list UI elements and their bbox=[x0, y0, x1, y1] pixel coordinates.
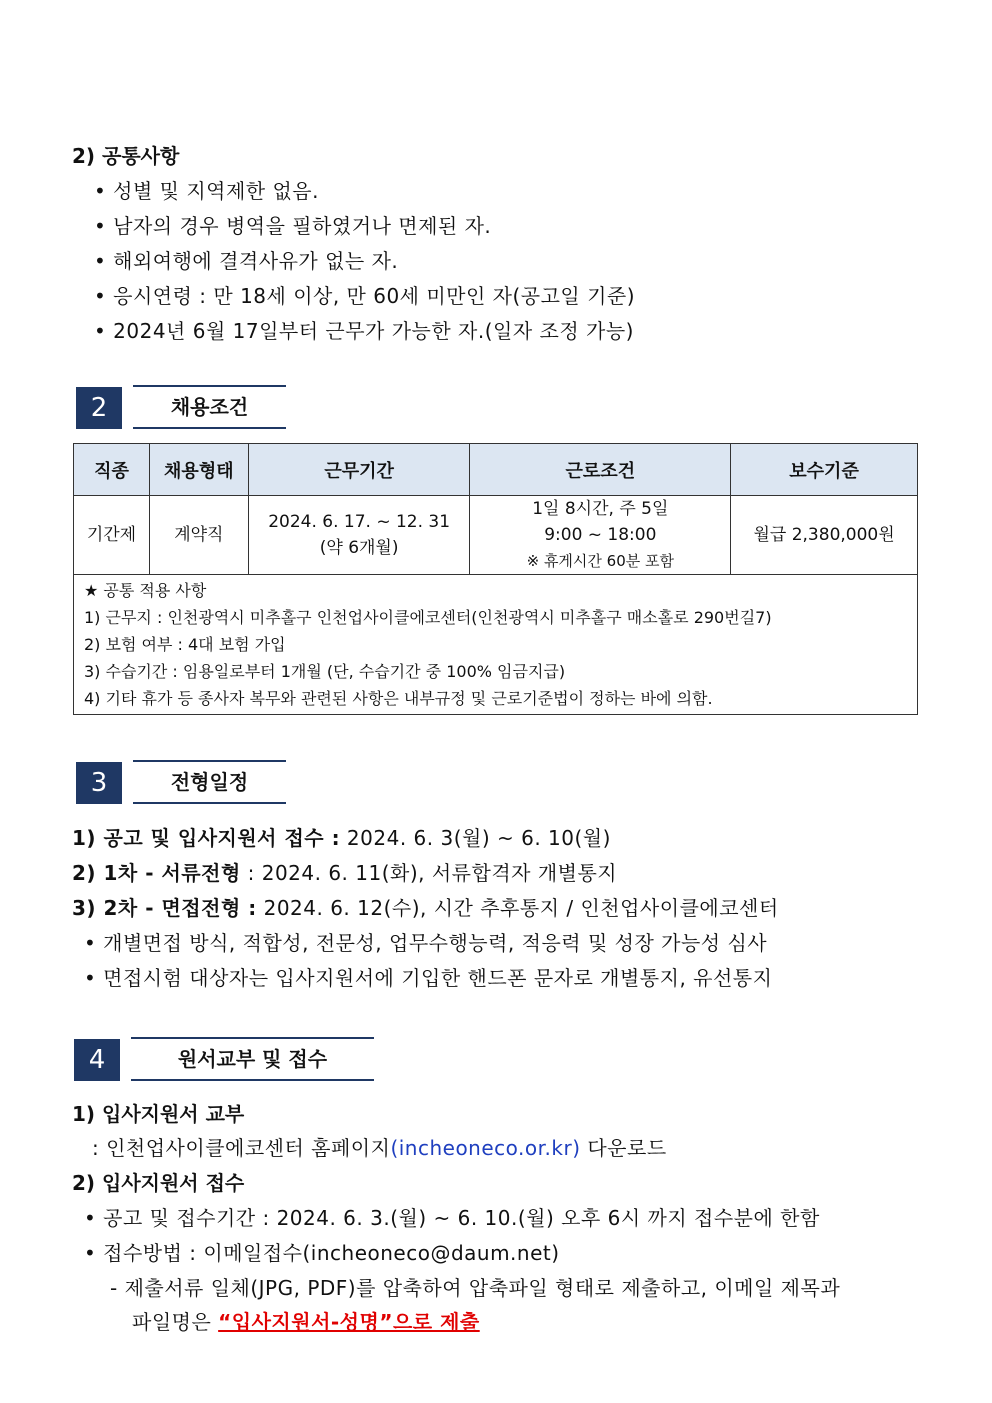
homepage-link[interactable]: (incheoneco.or.kr) bbox=[390, 1136, 581, 1160]
section-title: 원서교부 및 접수 bbox=[131, 1037, 374, 1081]
sub-heading: 2) 입사지원서 접수 bbox=[72, 1171, 245, 1195]
header-pay: 보수기준 bbox=[731, 444, 918, 496]
common-heading: 2) 공통사항 bbox=[72, 144, 180, 168]
list-item: • 개별면접 방식, 적합성, 전문성, 업무수행능력, 적응력 및 성장 가능성 심사 bbox=[84, 931, 768, 955]
header-job: 직종 bbox=[74, 444, 150, 496]
schedule-step: 2) 1차 - 서류전형 : 2024. 6. 11(화), 서류합격자 개별통지 bbox=[72, 861, 618, 885]
cell-conditions: 1일 8시간, 주 5일 9:00 ~ 18:00 ※ 휴게시간 60분 포함 bbox=[470, 496, 731, 575]
schedule-step: 3) 2차 - 면접전형 : 2024. 6. 12(수), 시간 추후통지 / 인천업사이클에코센터 bbox=[72, 896, 779, 920]
list-item: • 남자의 경우 병역을 필하였거나 면제된 자. bbox=[94, 214, 492, 238]
section-title: 채용조건 bbox=[133, 385, 286, 429]
submission-note: - 제출서류 일체(JPG, PDF)를 압축하여 압축파일 형태로 제출하고, 이메일 제목과 bbox=[110, 1276, 841, 1300]
list-item: • 공고 및 접수기간 : 2024. 6. 3.(월) ~ 6. 10.(월) 오후 6시 까지 접수분에 한함 bbox=[84, 1206, 820, 1230]
sub-heading: 1) 입사지원서 교부 bbox=[72, 1102, 245, 1126]
cell-period: 2024. 6. 17. ~ 12. 31 (약 6개월) bbox=[248, 496, 470, 575]
list-item: • 응시연령 : 만 18세 이상, 만 60세 미만인 자(공고일 기준) bbox=[94, 284, 636, 308]
cell-job: 기간제 bbox=[74, 496, 150, 575]
cell-pay: 월급 2,380,000원 bbox=[731, 496, 918, 575]
notes-cell: ★ 공통 적용 사항 1) 근무지 : 인천광역시 미추홀구 인천업사이클에코센터(인천광역시 미추홀구 매소홀로 290번길7) 2) 보험 여부 : 4대 보험 가입 3) 수습기간 : 임용일로부터 1개월 (단, 수습기간 중 100% 임금지급) 4) 기타 휴가 등 종사자 복무와 관련된 사항은 내부규정 및 근로기준법이 정하는 바에 의함. bbox=[74, 575, 918, 715]
header-period: 근무기간 bbox=[248, 444, 470, 496]
table-header-row bbox=[74, 444, 918, 496]
download-line: : 인천업사이클에코센터 홈페이지(incheoneco.or.kr) 다운로드 bbox=[92, 1136, 667, 1160]
section-title: 전형일정 bbox=[133, 760, 286, 804]
header-conditions: 근로조건 bbox=[470, 444, 731, 496]
section-number: 3 bbox=[76, 762, 122, 804]
list-item: • 성별 및 지역제한 없음. bbox=[94, 179, 319, 203]
cell-type: 계약직 bbox=[149, 496, 248, 575]
section-number: 2 bbox=[76, 387, 122, 429]
list-item: • 해외여행에 결격사유가 없는 자. bbox=[94, 249, 399, 273]
section-number: 4 bbox=[74, 1039, 120, 1081]
list-item: • 접수방법 : 이메일접수(incheoneco@daum.net) bbox=[84, 1241, 560, 1265]
table-row bbox=[74, 496, 918, 575]
list-item: • 면접시험 대상자는 입사지원서에 기입한 핸드폰 문자로 개별통지, 유선통지 bbox=[84, 966, 773, 990]
schedule-step: 1) 공고 및 입사지원서 접수 : 2024. 6. 3(월) ~ 6. 10(월) bbox=[72, 826, 611, 850]
table-notes-row bbox=[74, 575, 918, 715]
recruitment-table bbox=[73, 443, 918, 715]
filename-rule: “입사지원서-성명”으로 제출 bbox=[218, 1310, 480, 1334]
header-type: 채용형태 bbox=[149, 444, 248, 496]
list-item: • 2024년 6월 17일부터 근무가 가능한 자.(일자 조정 가능) bbox=[94, 319, 634, 343]
submission-note: 파일명은 “입사지원서-성명”으로 제출 bbox=[132, 1310, 480, 1334]
